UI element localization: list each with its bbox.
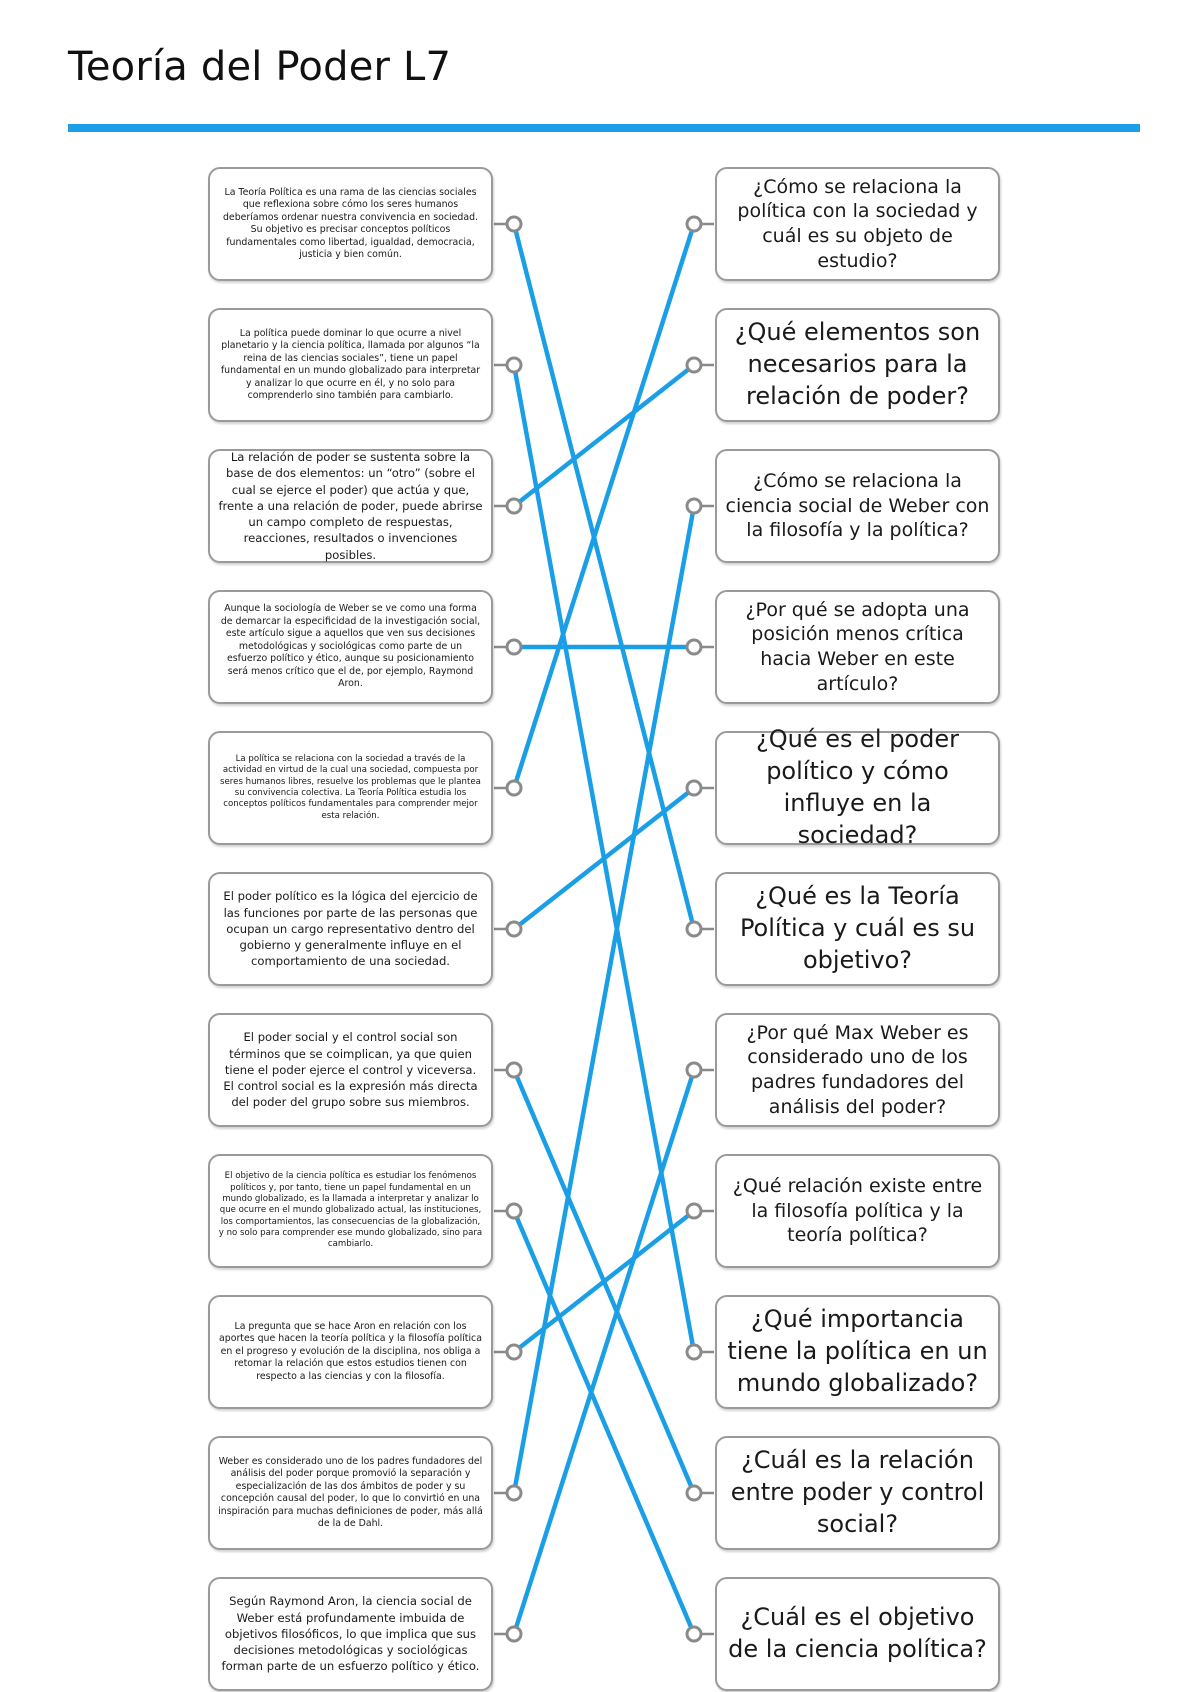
answer-box-8[interactable]: [208, 1154, 493, 1268]
answer-text: La relación de poder se sustenta sobre la base de dos elementos: un “otro” (sobre el cual se ejerce el poder) que actúa y que, frente a una relación de poder, puede abrirse un campo completo de respuestas, reacciones, resultados o invenciones posibles.: [218, 450, 483, 562]
question-node-9[interactable]: [687, 1345, 701, 1359]
answer-box-7[interactable]: [208, 1013, 493, 1127]
question-node-1[interactable]: [687, 217, 701, 231]
question-box-9[interactable]: [715, 1295, 1000, 1409]
question-node-3[interactable]: [687, 499, 701, 513]
answer-node-8[interactable]: [507, 1204, 521, 1218]
question-box-8[interactable]: [715, 1154, 1000, 1268]
answer-text: La Teoría Política es una rama de las ciencias sociales que reflexiona sobre cómo los seres humanos deberíamos ordenar nuestra convivencia en sociedad. Su objetivo es precisar conceptos políticos fundamentales como libertad, igualdad, democracia, justicia y bien común.: [222, 186, 479, 260]
answer-box-11[interactable]: [208, 1577, 493, 1691]
answer-text: Aunque la sociología de Weber se ve como una forma de demarcar la especificidad de la investigación social, este artículo sigue a aquellos que ven sus decisiones metodológicas y sociológicas como parte de un esfuerzo político y ético, aunque su posicionamiento será menos crítico que el de, por ejemplo, Raymond Aron.: [220, 603, 481, 690]
answer-node-10[interactable]: [507, 1486, 521, 1500]
question-box-2[interactable]: [715, 308, 1000, 422]
question-node-8[interactable]: [687, 1204, 701, 1218]
answer-box-3[interactable]: [208, 449, 493, 563]
answer-text: El poder social y el control social son términos que se coimplican, ya que quien tiene el poder ejerce el control y viceversa. El control social es la expresión más directa del poder del grupo sobre sus miembros.: [223, 1030, 478, 1110]
question-text: ¿Qué importancia tiene la política en un mundo globalizado?: [727, 1305, 988, 1397]
answer-node-6[interactable]: [507, 922, 521, 936]
answer-box-6[interactable]: [208, 872, 493, 986]
answer-text: Según Raymond Aron, la ciencia social de Weber está profundamente imbuida de objetivos filosóficos, lo que implica que sus decisiones metodológicas y sociológicas forman parte de un esfuerzo político y ético.: [221, 1594, 480, 1674]
question-box-11[interactable]: [715, 1577, 1000, 1691]
question-text: ¿Qué relación existe entre la filosofía política y la teoría política?: [732, 1174, 983, 1247]
answer-node-1[interactable]: [507, 217, 521, 231]
question-node-6[interactable]: [687, 922, 701, 936]
answer-node-3[interactable]: [507, 499, 521, 513]
answer-text: La política se relaciona con la sociedad a través de la actividad en virtud de la cual una sociedad, compuesta por seres humanos libres, resuelve los problemas que le plantea su convivencia colectiva. La Teoría Política estudia los conceptos políticos fundamentales para comprender mejor esta relación.: [220, 753, 481, 821]
connector-line-6: [514, 788, 694, 929]
page-title: Teoría del Poder L7: [68, 44, 452, 90]
question-text: ¿Cómo se relaciona la política con la sociedad y cuál es su objeto de estudio?: [737, 175, 978, 272]
answer-box-9[interactable]: [208, 1295, 493, 1409]
question-node-7[interactable]: [687, 1063, 701, 1077]
answer-box-4[interactable]: [208, 590, 493, 704]
answer-node-9[interactable]: [507, 1345, 521, 1359]
answer-node-7[interactable]: [507, 1063, 521, 1077]
question-node-10[interactable]: [687, 1486, 701, 1500]
answer-node-4[interactable]: [507, 640, 521, 654]
question-box-4[interactable]: [715, 590, 1000, 704]
answer-node-11[interactable]: [507, 1627, 521, 1641]
question-text: ¿Cuál es la relación entre poder y control social?: [730, 1446, 985, 1538]
question-node-2[interactable]: [687, 358, 701, 372]
question-box-5[interactable]: [715, 725, 1000, 849]
answer-box-2[interactable]: [208, 308, 493, 422]
connector-line-8: [514, 1211, 694, 1634]
answer-box-5[interactable]: [208, 731, 493, 845]
answer-text: La política puede dominar lo que ocurre a nivel planetario y la ciencia política, llamada por algunos “la reina de las ciencias sociales”, tiene un papel fundamental en un mundo globalizado para interpretar y analizar lo que ocurre en él, y no solo para comprenderlo sino también para cambiarlo.: [220, 327, 481, 401]
question-text: ¿Cómo se relaciona la ciencia social de Weber con la filosofía y la política?: [725, 469, 990, 542]
question-box-10[interactable]: [715, 1436, 1000, 1550]
question-node-4[interactable]: [687, 640, 701, 654]
answer-node-5[interactable]: [507, 781, 521, 795]
connector-line-9: [514, 1211, 694, 1352]
answer-text: La pregunta que se hace Aron en relación con los aportes que hacen la teoría política y la filosofía política en el progreso y evolución de la disciplina, nos obliga a retomar la relación que estos estudios tienen con respecto a las ciencias y con la filosofía.: [219, 1320, 482, 1382]
question-text: ¿Por qué Max Weber es considerado uno de los padres fundadores del análisis del poder?: [746, 1021, 969, 1118]
answer-box-1[interactable]: [208, 167, 493, 281]
question-box-7[interactable]: [715, 1013, 1000, 1127]
answer-text: El poder político es la lógica del ejercicio de las funciones por parte de las personas que ocupan un cargo representativo dentro del gobierno y generalmente influye en el comportamiento de una sociedad.: [223, 889, 478, 969]
answer-box-10[interactable]: [208, 1436, 493, 1550]
question-box-1[interactable]: [715, 167, 1000, 281]
answer-text: Weber es considerado uno de los padres fundadores del análisis del poder porque promovió la separación y especialización de las dos ámbitos de poder y su concepción causal del poder, lo que lo convirtió en una inspiración para muchas definiciones de poder, más allá de la de Dahl.: [218, 1455, 483, 1529]
question-text: ¿Cuál es el objetivo de la ciencia política?: [728, 1603, 987, 1663]
connector-line-1: [514, 224, 694, 929]
question-box-6[interactable]: [715, 872, 1000, 986]
answer-node-2[interactable]: [507, 358, 521, 372]
question-node-5[interactable]: [687, 781, 701, 795]
connector-line-3: [514, 365, 694, 506]
question-text: ¿Qué elementos son necesarios para la relación de poder?: [734, 318, 981, 410]
question-box-3[interactable]: [715, 449, 1000, 563]
question-node-11[interactable]: [687, 1627, 701, 1641]
answer-text: El objetivo de la ciencia política es estudiar los fenómenos políticos y, por tanto, tiene un papel fundamental en un mundo globalizado, es la llamada a interpretar y analizar lo que ocurre en el mundo globalizado actual, las instituciones, los comportamientos, las consecuencias de la globalización, y no solo para comprender ese mundo globalizado, sino para cambiarlo.: [218, 1171, 483, 1250]
question-text: ¿Qué es el poder político y cómo influye en la sociedad?: [756, 725, 959, 849]
question-text: ¿Por qué se adopta una posición menos crítica hacia Weber en este artículo?: [745, 598, 970, 695]
question-text: ¿Qué es la Teoría Política y cuál es su objetivo?: [739, 882, 976, 974]
